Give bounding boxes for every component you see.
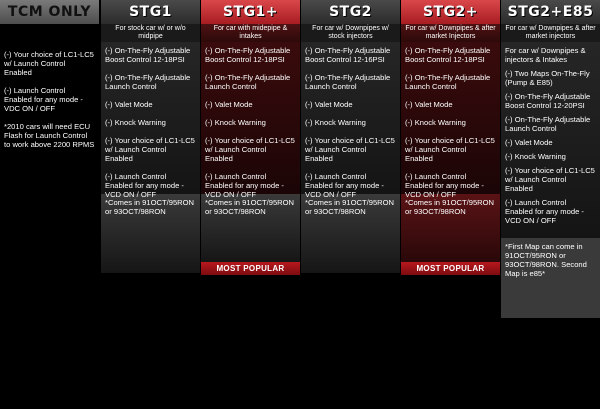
feature-item: (-) Launch Control Enabled for any mode -VCD ON / OFF: [105, 172, 184, 199]
feature-item: (-) On-The-Fly Adjustable Launch Control: [105, 73, 191, 91]
feature-item: (-) On-The-Fly Adjustable Launch Control: [405, 73, 491, 91]
plan-subtitle: For car with midepipe & intakes: [201, 24, 300, 42]
octane-note: *Comes in 91OCT/95RON or 93OCT/98RON: [405, 198, 495, 216]
feature-item: (-) Your choice of LC1-LC5 w/ Launch Control Enabled: [105, 136, 195, 163]
plan-subtitle: For car w/ Downpipes & after market injectors: [501, 24, 600, 42]
feature-item: (-) Your choice of LC1-LC5 w/ Launch Control Enabled: [205, 136, 295, 163]
most-popular-badge: MOST POPULAR: [401, 262, 500, 275]
feature-item: (-) On-The-Fly Adjustable Boost Control 12-18PSI: [205, 46, 291, 64]
feature-list: [401, 42, 500, 199]
feature-item: (-) On-The-Fly Adjustable Boost Control 12-20PSI: [505, 92, 591, 110]
plan-column-stg2[interactable]: [301, 0, 400, 273]
plan-title: STG2+: [401, 0, 500, 24]
feature-item: (-) Launch Control Enabled for any mode - VDC ON / OFF: [4, 86, 83, 113]
feature-item: (-) Launch Control Enabled for any mode -VCD ON / OFF: [305, 172, 384, 199]
feature-item: (-) On-The-Fly Adjustable Launch Control: [305, 73, 391, 91]
feature-item: (-) Knock Warning: [505, 152, 566, 161]
feature-item: (-) Your choice of LC1-LC5 w/ Launch Control Enabled: [305, 136, 395, 163]
plan-subtitle: For car w/ Downpipes & after market Injectors: [401, 24, 500, 42]
octane-note: *Comes in 91OCT/95RON or 93OCT/98RON: [205, 198, 295, 216]
feature-item: (-) Knock Warning: [405, 118, 466, 127]
plan-column-stg1-plus[interactable]: [201, 0, 300, 273]
plan-note: [401, 194, 500, 262]
feature-item: (-) Your choice of LC1-LC5 w/ Launch Control Enabled: [405, 136, 495, 163]
feature-item: (-) Knock Warning: [105, 118, 166, 127]
plan-column-stg1[interactable]: [101, 0, 200, 273]
feature-item: (-) Launch Control Enabled for any mode -VCD ON / OFF: [205, 172, 284, 199]
feature-list: [0, 24, 99, 149]
feature-item: *2010 cars will need ECU Flash for Launch Control to work above 2200 RPMS: [4, 122, 95, 149]
plan-note: [201, 194, 300, 262]
plan-subtitle: For stock car w/ or w/o midpipe: [101, 24, 200, 42]
plan-note: [501, 238, 600, 318]
plan-column-stg2-plus[interactable]: [401, 0, 500, 273]
feature-item: (-) Valet Mode: [305, 100, 353, 109]
feature-list: [201, 42, 300, 199]
feature-item: (-) On-The-Fly Adjustable Launch Control: [505, 115, 591, 133]
feature-item: (-) Valet Mode: [405, 100, 453, 109]
feature-item: (-) On-The-Fly Adjustable Boost Control 12-18PSI: [405, 46, 491, 64]
plan-title: TCM ONLY: [0, 0, 99, 24]
feature-item: (-) Your choice of LC1-LC5 w/ Launch Control Enabled: [505, 166, 595, 193]
plan-title: STG1+: [201, 0, 300, 24]
feature-item: (-) Two Maps On-The-Fly (Pump & E85): [505, 69, 590, 87]
plan-title: STG2: [301, 0, 400, 24]
plan-title: STG2+E85: [501, 0, 600, 24]
plan-note: [301, 194, 400, 273]
feature-item: (-) On-The-Fly Adjustable Boost Control 12-18PSI: [105, 46, 191, 64]
plan-column-stg2-plus-e85[interactable]: [501, 0, 600, 318]
feature-item: (-) Valet Mode: [105, 100, 153, 109]
feature-item: (-) On-The-Fly Adjustable Launch Control: [205, 73, 291, 91]
feature-item: (-) On-The-Fly Adjustable Boost Control 12-16PSI: [305, 46, 391, 64]
feature-item: (-) Valet Mode: [205, 100, 253, 109]
octane-note: *Comes in 91OCT/95RON or 93OCT/98RON: [305, 198, 395, 216]
feature-item: (-) Launch Control Enabled for any mode -VCD ON / OFF: [505, 198, 584, 225]
feature-item: (-) Valet Mode: [505, 138, 553, 147]
plan-column-tcm-only: [0, 0, 99, 158]
feature-list: [101, 42, 200, 199]
feature-item: (-) Launch Control Enabled for any mode -VCD ON / OFF: [405, 172, 484, 199]
plan-title: STG1: [101, 0, 200, 24]
octane-note: *First Map can come in 91OCT/95RON or 93OCT/98RON. Second Map is e85*: [505, 242, 587, 278]
plan-note: [101, 194, 200, 273]
most-popular-badge: MOST POPULAR: [201, 262, 300, 275]
feature-item: (-) Knock Warning: [205, 118, 266, 127]
feature-list: [301, 42, 400, 199]
plan-subtitle: For car w/ Downpipes w/ stock injectors: [301, 24, 400, 42]
feature-list: [501, 42, 600, 238]
octane-note: *Comes in 91OCT/95RON or 93OCT/98RON: [105, 198, 195, 216]
feature-item: (-) Knock Warning: [305, 118, 366, 127]
feature-item: (-) Your choice of LC1-LC5 w/ Launch Control Enabled: [4, 50, 94, 77]
feature-item: For car w/ Downpipes & injectors & Intakes: [505, 46, 586, 64]
